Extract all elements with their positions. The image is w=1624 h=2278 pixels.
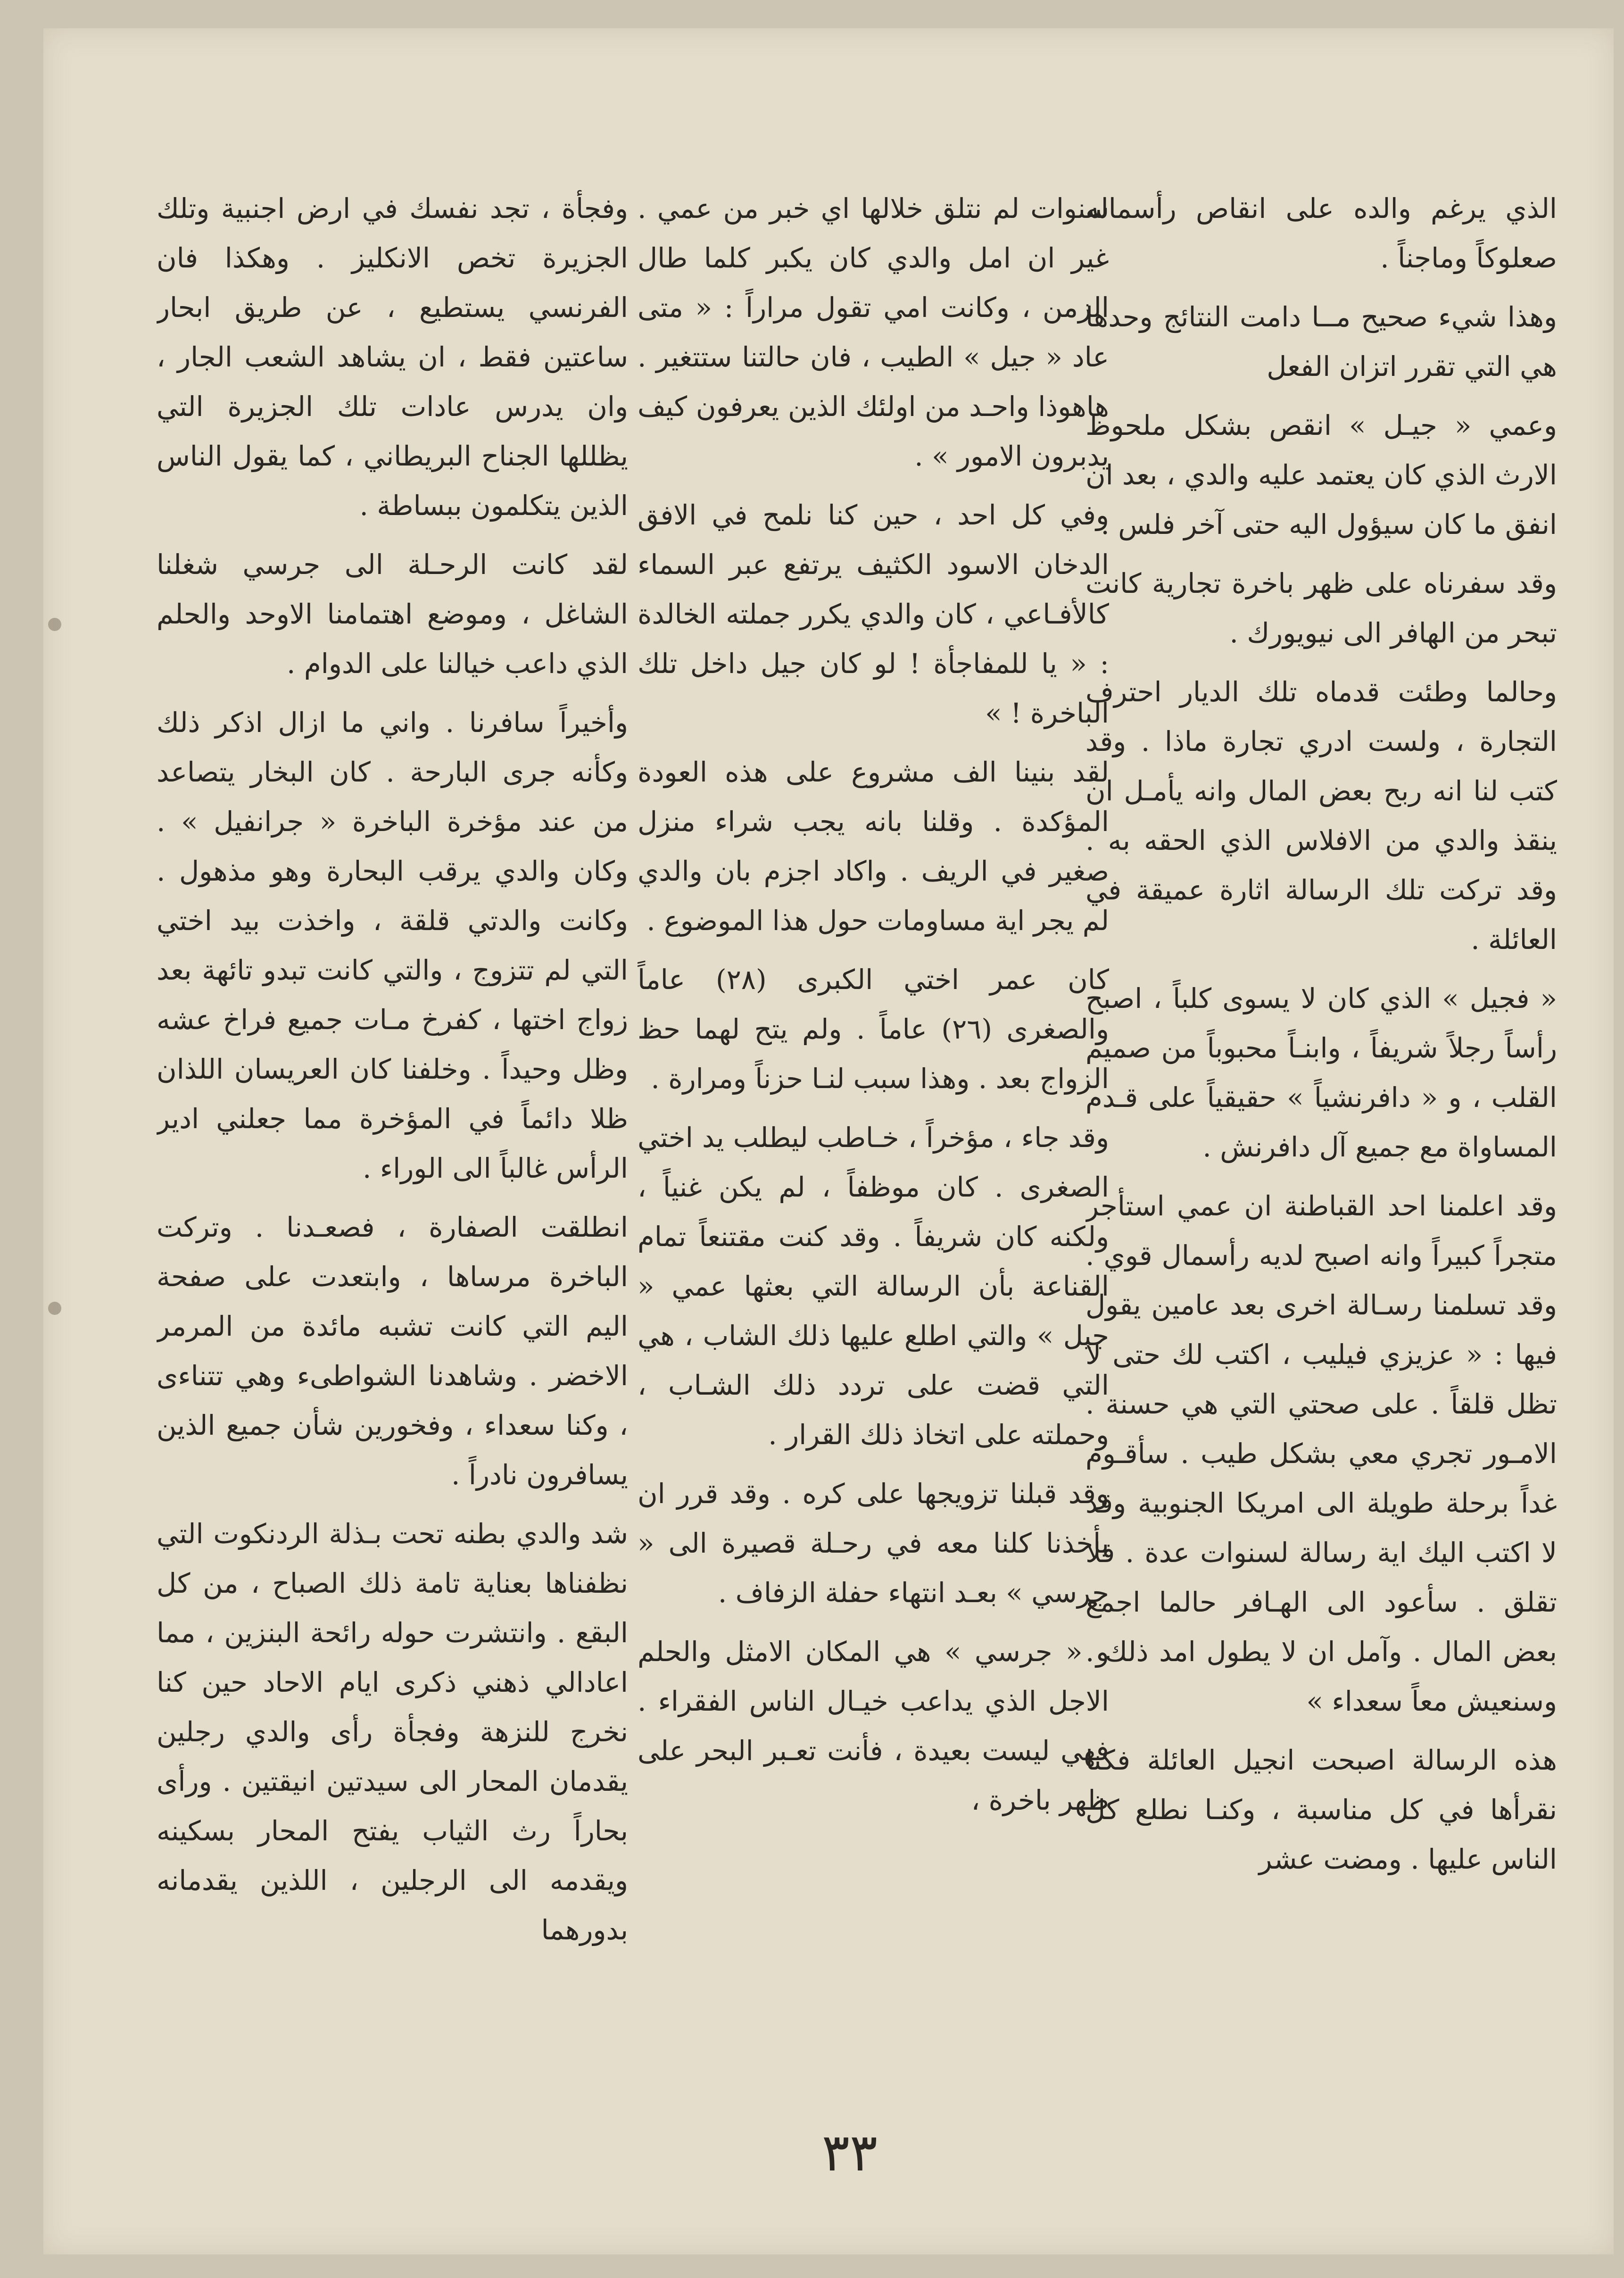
paragraph: وقد سفرناه على ظهر باخرة تجارية كانت تبحر من الهافر الى نيويورك . — [1085, 567, 1557, 649]
paragraph: وعمي « جيـل » انقص بشكل ملحوظ الارث الذي كان يعتمد عليه والدي ، بعد ان انفق ما كان سيؤول اليه حتى آخر فلس . — [1085, 409, 1557, 540]
page-number: ٣٣ — [821, 2122, 878, 2183]
binding-hole-mark — [48, 1302, 61, 1315]
paragraph: الذي يرغم والده على انقاص رأسماله صعلوكاً وماجناً . — [1085, 192, 1557, 274]
paragraph: وقد اعلمنا احد القباطنة ان عمي استأجر متجراً كبيراً وانه اصبح لديه رأسمال قوي . وقد تسلمنا رسـالة اخرى بعد عامين يقول فيها : « عزيزي فيليب ، اكتب لك حتى لا تظل قلقاً . على صحتي التي هي حسنة . الامـور تجري معي بشكل طيب . سأقـوم غداً برحلة طويلة الى امريكا الجنوبية وقد لا اكتب اليك اية رسالة لسنوات عدة . فلا تقلق . سأعود الى الهـافر حالما اجمع بعض المال . وآمل ان لا يطول امد ذلك . وسنعيش معاً سعداء » — [1085, 1190, 1557, 1717]
paragraph: هذه الرسالة اصبحت انجيل العائلة فكنا نقرأها في كل مناسبة ، وكنـا نطلع كل الناس عليها . ومضت عشر — [1085, 1744, 1557, 1875]
paragraph: وقد جاء ، مؤخراً ، خـاطب ليطلب يد اختي الصغرى . كان موظفاً ، لم يكن غنياً ، ولكنه كان شريفاً . وقد كنت مقتنعاً تمام القناعة بأن الرسالة التي بعثها عمي « جيل » والتي اطلع عليها ذلك الشاب ، هي التي قضت على تردد ذلك الشـاب ، وحملته على اتخاذ ذلك القرار . — [638, 1122, 1109, 1451]
text-column-right — [1085, 184, 1557, 2127]
binding-hole-mark — [48, 618, 61, 631]
paragraph: شد والدي بطنه تحت بـذلة الردنكوت التي نظفناها بعناية تامة ذلك الصباح ، من كل البقع . وانتشرت حوله رائحة البنزين ، مما اعادالي ذهني ذكرى ايام الاحاد حين كنا نخرج للنزهة وفجأة رأى والدي رجلين يقدمان المحار الى سيدتين انيقتين . ورأى بحاراً رث الثياب يفتح المحار بسكينه ويقدمه الى الرجلين ، اللذين يقدمانه بدورهما — [157, 1518, 628, 1946]
paragraph: كان عمر اختي الكبرى (٢٨) عاماً والصغرى (٢٦) عاماً . ولم يتح لهما حظ الزواج بعد . وهذا سبب لنـا حزناً ومرارة . — [638, 964, 1109, 1095]
paragraph: لقد كانت الرحـلة الى جرسي شغلنا الشاغل ، وموضع اهتمامنا الاوحد والحلم الذي داعب خيالنا على الدوام . — [157, 549, 628, 680]
paragraph: وقد قبلنا تزويجها على كره . وقد قرر ان يأخذنا كلنا معه في رحـلة قصيرة الى « جرسي » بعـد انتهاء حفلة الزفاف . — [638, 1478, 1109, 1609]
text-column-middle — [638, 184, 1109, 2127]
paragraph: وفي كل احد ، حين كنا نلمح في الافق الدخان الاسود الكثيف يرتفع عبر السماء كالأفـاعي ، كان والدي يكرر جملته الخالدة : « يا للمفاجأة ! لو كان جيل داخل تلك الباخرة ! » — [638, 499, 1109, 729]
paragraph: و « جرسي » هي المكان الامثل والحلم الاجل الذي يداعب خيـال الناس الفقراء . فهي ليست بعيدة ، فأنت تعـبر البحر على ظهر باخرة ، — [638, 1636, 1109, 1816]
paragraph: سنوات لم نتلق خلالها اي خبر من عمي . غير ان امل والدي كان يكبر كلما طال الزمن ، وكانت امي تقول مراراً : « متى عاد « جيل » الطيب ، فان حالتنا ستتغير . هاهوذا واحـد من اولئك الذين يعرفون كيف يدبرون الامور » . — [638, 192, 1109, 472]
text-column-left — [157, 184, 628, 2127]
paragraph: وهذا شيء صحيح مــا دامت النتائج وحدها هي التي تقرر اتزان الفعل — [1085, 301, 1557, 382]
paragraph: وفجأة ، تجد نفسك في ارض اجنبية وتلك الجزيرة تخص الانكليز . وهكذا فان الفرنسي يستطيع ، عن طريق ابحار ساعتين فقط ، ان يشاهد الشعب الجار ، وان يدرس عادات تلك الجزيرة التي يظللها الجناح البريطاني ، كما يقول الناس الذين يتكلمون ببساطة . — [157, 192, 628, 522]
paragraph: وأخيراً سافرنا . واني ما ازال اذكر ذلك وكأنه جرى البارحة . كان البخار يتصاعد من عند مؤخرة الباخرة « جرانفيل » . وكان والدي يرقب البحارة وهو مذهول . وكانت والدتي قلقة ، واخذت بيد اختي التي لم تتزوج ، والتي كانت تبدو تائهة بعد زواج اختها ، كفرخ مـات جميع فراخ عشه وظل وحيداً . وخلفنا كان العريسان اللذان ظلا دائماً في المؤخرة مما جعلني ادير الرأس غالباً الى الوراء . — [157, 707, 628, 1184]
paragraph: انطلقت الصفارة ، فصعـدنا . وتركت الباخرة مرساها ، وابتعدت على صفحة اليم التي كانت تشبه مائدة من المرمر الاخضر . وشاهدنا الشواطىء وهي تتناءى ، وكنا سعداء ، وفخورين شأن جميع الذين يسافرون نادراً . — [157, 1211, 628, 1491]
paragraph: لقد بنينا الف مشروع على هذه العودة المؤكدة . وقلنا بانه يجب شراء منزل صغير في الريف . واكاد اجزم بان والدي لم يجر اية مساومات حول هذا الموضوع . — [638, 756, 1109, 937]
magazine-page — [43, 28, 1614, 2254]
paragraph: وحالما وطئت قدماه تلك الديار احترف التجارة ، ولست ادري تجارة ماذا . وقد كتب لنا انه ربح بعض المال وانه يأمـل ان ينقذ والدي من الافلاس الذي الحقه به . وقد تركت تلك الرسالة اثارة عميقة في العائلة . — [1085, 676, 1557, 956]
paragraph: « فجيل » الذي كان لا يسوى كلباً ، اصبح رأساً رجلاً شريفاً ، وابنـاً محبوباً من صميم القلب ، و « دافرنشياً » حقيقياً على قـدم المساواة مع جميع آل دافرنش . — [1085, 982, 1557, 1163]
